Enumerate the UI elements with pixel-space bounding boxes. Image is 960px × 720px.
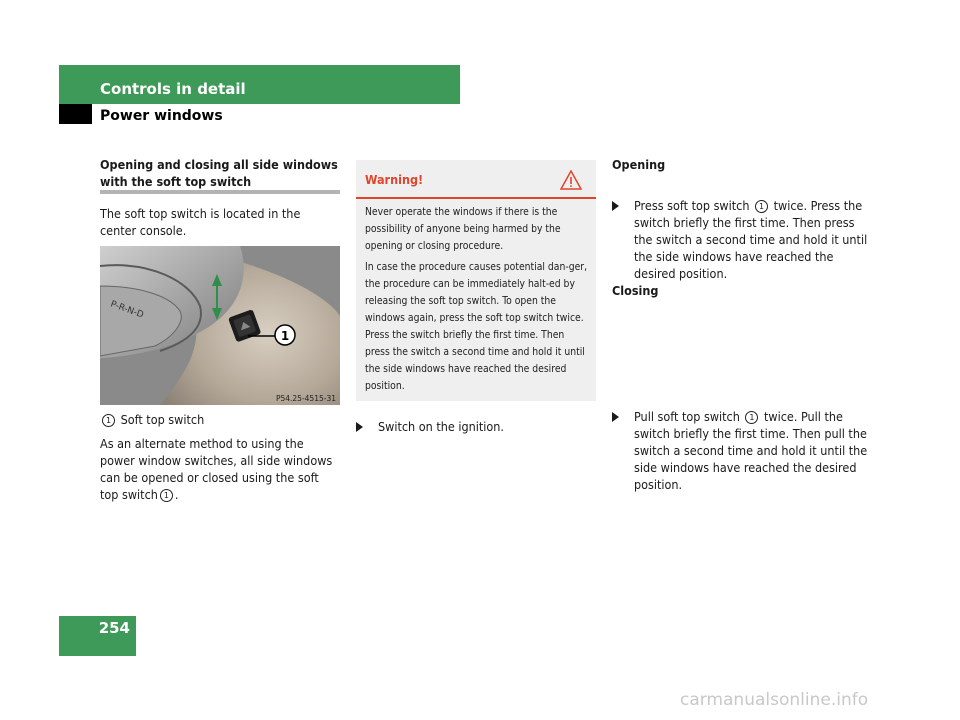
image-caption: 1 Soft top switch (100, 411, 340, 428)
callout-number: 1 (745, 411, 758, 424)
warning-divider (356, 197, 596, 199)
bullet-arrow-icon (356, 422, 363, 432)
closing-heading: Closing (612, 283, 659, 298)
warning-title: Warning! (365, 172, 424, 187)
section-title: Controls in detail (100, 80, 246, 98)
watermark: carmanualsonline.info (680, 690, 869, 710)
opening-heading: Opening (612, 157, 666, 172)
warning-box (356, 160, 596, 401)
image-code: P54.25-4515-31 (275, 394, 336, 403)
callout-number: 1 (160, 489, 173, 502)
svg-text:P-R-N-D: P-R-N-D (108, 299, 145, 321)
warning-triangle-icon (560, 170, 582, 190)
page-number: 254 (98, 619, 130, 637)
subsection-title: Power windows (100, 108, 223, 124)
callout-number: 1 (102, 414, 115, 427)
bullet-arrow-icon (612, 201, 619, 211)
closing-step: Pull soft top switch 1 twice. Pull the switch briefly the first time. Then pull the switch a second time and hold it until the side windows have reached the desired position. (612, 408, 874, 493)
intro-text: The soft top switch is located in the center console. (100, 206, 301, 238)
alternate-method-text: As an alternate method to using the power window switches, all side windows can be opened or closed using the soft top switch 1 . (100, 436, 333, 502)
header-marker (59, 104, 92, 124)
section-heading: Opening and closing all side windows with the soft top switch (100, 157, 338, 189)
opening-step: Press soft top switch 1 twice. Press the switch briefly the first time. Then press the switch a second time and hold it until the side windows have reached the desired position. (612, 197, 874, 282)
warning-paragraph: Never operate the windows if there is the possibility of anyone being harmed by the opening or closing procedure. (365, 206, 561, 252)
bullet-arrow-icon (612, 412, 619, 422)
warning-paragraph: In case the procedure causes potential dan-ger, the procedure can be immediately halt-ed by releasing the soft top switch. To open the windows again, press the soft top switch twice. Press the switch briefly the first time. Then press the switch a second time and hold it until the side windows have reached the desired position. (365, 261, 588, 392)
console-photo (100, 246, 340, 405)
callout-label: 1 (280, 329, 290, 343)
warning-body (365, 204, 590, 399)
callout-number: 1 (755, 200, 768, 213)
instruction-step: Switch on the ignition. (356, 418, 618, 435)
console-illustration (100, 246, 340, 405)
heading-rule (100, 190, 340, 194)
